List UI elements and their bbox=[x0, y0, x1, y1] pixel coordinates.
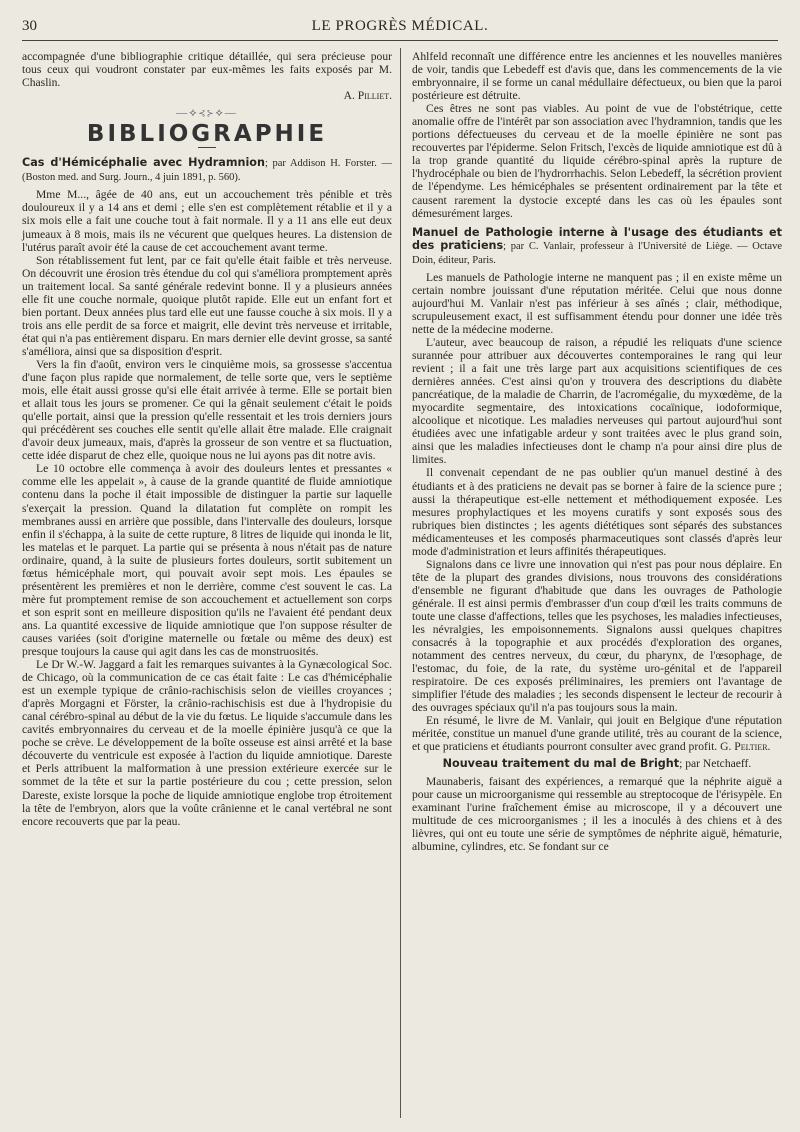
entry-title: Manuel de Pathologie interne à l'usage des étudiants et des praticiens bbox=[412, 225, 782, 252]
article-paragraph: Mme M..., âgée de 40 ans, eut un accouchement très pénible et très douloureux il y a 14 ans et demi ; elle s'en est complètement rétablie et il y a six mois elle a fait une couche tout à fait normale. Il y a 11 ans elle eut deux jumeaux à 8 mois, mais ils ne vécurent que quelques heures. La distension de l'utérus paraît avoir été la cause de cet accouchement avant terme. bbox=[22, 188, 392, 254]
article-paragraph: Le 10 octobre elle commença à avoir des douleurs lentes et pressantes « comme elle les appelait », à cause de la grande quantité de fluide amniotique contenu dans la poche il était impossible de distinguer la partie sur laquelle s'exerçait la pression. Quand la dilatation fut complète on rompit les membranes aussi en arrière que possible, dans l'intervalle des douleurs, lorsque enfin il s'échappa, à la suite de cette rupture, 8 litres de liquide qui inonda le lit, les matelas et le parquet. La partie qui se présenta à nous n'était pas de nature ordinaire, quand, à la suite de plusieurs fortes douleurs, sortit subitement un fœtus hémicéphale mort, qui pouvait avoir sept mois. Les épaules se présentèrent les premières et non le derrière, comme c'est souvent le cas. La mère fut promptement remise de son accouchement et actuellement son corps et son esprit sont en meilleure disposition qu'ils ne l'avaient été pendant deux ans. La quantité excessive de liquide amniotique que l'on suppose résulter de causes variées (soit d'origine maternelle ou fœtale ou même des deux) est presque toujours la cause qui agit dans les cas de monstruosités. bbox=[22, 462, 392, 659]
column-divider bbox=[400, 48, 401, 1118]
article-paragraph: L'auteur, avec beaucoup de raison, a répudié les reliquats d'une science surannée pour attribuer aux découvertes contemporaines le rang qui leur revient ; il a fait une très large part aux acquisitions scientifiques de ces dernières années. C'est ainsi qu'on y trouvera des descriptions du diabète pancréatique, de la maladie de Charrin, de l'acromégalie, du myxœdème, de la myocardite segmentaire, des intoxications cocaïnique, iodoformique, alcoolique et nicotique. Les maladies nerveuses qui partout aujourd'hui sont étudiées avec une infatigable ardeur y sont traitées avec le plus grand soin, ainsi que les maladies infectieuses dont le champ n'a pour ainsi dire plus de limites. bbox=[412, 335, 782, 467]
entry-title: Cas d'Hémicéphalie avec Hydramnion bbox=[22, 156, 265, 170]
right-column bbox=[412, 50, 782, 853]
left-column bbox=[22, 50, 392, 828]
running-title: LE PROGRÈS MÉDICAL. bbox=[311, 18, 489, 34]
article-paragraph: Les manuels de Pathologie interne ne manquent pas ; il en existe même un certain nombre jouissant d'une réputation méritée. Celui que nous donne aujourd'hui M. Vanlair n'est pas inférieur à ses aînés ; clair, méthodique, scrupuleusement exact, il est suffisamment étendu pour donner une idée très nette de la médecine moderne. bbox=[412, 270, 782, 336]
entry-heading bbox=[412, 226, 782, 267]
entry-heading bbox=[412, 757, 782, 770]
section-title: BIBLIOGRAPHIE bbox=[86, 121, 328, 148]
page-header bbox=[22, 16, 778, 41]
title-rule bbox=[198, 147, 216, 148]
article-paragraph: Ahlfeld reconnaît une différence entre les anciennes et les nouvelles manières de voir, tandis que Lebedeff est d'avis que, dans les commencements de la vie embryonnaire, il se forme un canal médullaire défectueux, ou bien que la paroi postérieure est détruite. bbox=[412, 50, 782, 103]
article-paragraph: Maunaberis, faisant des expériences, a remarqué que la néphrite aiguë a pour cause un microorganisme qui ressemble au streptocoque de l'érisypèle. En examinant l'urine fraîchement émise au microscope, il y a découvert une multitude de ces microorganismes ; il les a inoculés à des chiens et à des lièvres, qui ont eu toute une série de symptômes de néphrite aiguë, hématurie, albumine, cylindres, etc. Se fondant sur ce bbox=[412, 774, 782, 853]
article-paragraph: En résumé, le livre de M. Vanlair, qui jouit en Belgique d'une réputation méritée, constitue un manuel d'une grande utilité, très au courant de la science, et que praticiens et étudiants pourront consulter avec grand profit. G. Peltier. bbox=[412, 714, 782, 754]
signature: A. Pilliet. bbox=[343, 89, 392, 103]
signature: G. Peltier. bbox=[720, 740, 771, 754]
intro-paragraph: accompagnée d'une bibliographie critique détaillée, qui sera précieuse pour tous ceux qui voudront constater par eux-mêmes les faits exposés par M. Chaslin. bbox=[22, 50, 392, 90]
article-paragraph: Ces êtres ne sont pas viables. Au point de vue de l'obstétrique, cette anomalie offre de l'intérêt par son association avec l'hydramnion, tandis que les portions défectueuses du cerveau et de la moelle épinière ne sont pas recouvertes par l'épiderme. Selon Fritsch, l'excès de liquide amniotique est dû à la trop grande quantité du liquide cérébro-spinal après la rupture de l'hydrocéphale ou bien de l'hydrorrhachis. Selon Lebedeff, la sécrétion provient de l'épendyme. Les hémicéphales se présentent ordinairement par la tête et causent rarement la dystocie excepté dans les cas où les épaules sont démesurément larges. bbox=[412, 102, 782, 220]
ornament-divider: —⟡⊰⊱⟡— bbox=[176, 107, 238, 120]
entry-title: Nouveau traitement du mal de Bright bbox=[442, 757, 680, 771]
article-paragraph: Il convenait cependant de ne pas oublier qu'un manuel destiné à des étudiants et à des praticiens ne devait pas se borner à faire de la science pure ; aussi la thérapeutique est-elle nettement et méthodiquement exposée. Les mesures prophylactiques et les moyens curatifs y sont exposés sous des rubriques bien distinctes ; les agents diététiques sont séparés des substances médicamenteuses et les composés pharmaceutiques sont classés d'après leur mode d'administration et leurs affinités thérapeutiques. bbox=[412, 466, 782, 558]
entry-meta: ; par Netchaeff. bbox=[679, 757, 752, 771]
entry-meta: ; par Addison H. Forster. — (Boston med. and Surg. Journ., 4 juin 1891, p. 560). bbox=[22, 158, 392, 184]
article-paragraph: Signalons dans ce livre une innovation qui n'est pas pour nous déplaire. En tête de la plupart des grandes divisions, nous trouvons des considérations d'ensemble ne figurant d'habitude que dans les ouvrages de Pathologie générale. Il est ainsi permis d'embrasser d'un coup d'œil les traits communs de toute une classe d'affections, telles que les psychoses, les maladies infectieuses, les névralgies, les empoisonnements. Signalons aussi quelques chapitres consacrés à la topographie et aux procédés d'exploration des organes, notamment des centres nerveux, du cœur, du pharynx, de l'œsophage, de l'estomac, du foie, de la rate, du système uro-génital et de l'appareil respiratoire. De ces exposés préliminaires, les premiers ont l'avantage de simplifier l'étude des maladies ; les seconds dispensent le lecteur de recourir à des ouvrages spéciaux qu'il n'a pas toujours sous la main. bbox=[412, 557, 782, 715]
article-paragraph: Le Dr W.-W. Jaggard a fait les remarques suivantes à la Gynæcological Soc. de Chicago, où la communication de ce cas était faite : Le cas d'hémicéphalie est un exemple typique de crânio-rachischisis selon de vieilles croyances ; d'après Morgagni et Förster, la crânio-rachischisis est due à l'hydropisie du canal cérébro-spinal au début de la vie du fœtus. Le liquide s'accumule dans les cavités embryonnaires du cerveau et de la moelle épinière jusqu'à ce que la poche se crève. Le développement de la boîte osseuse est ainsi arrêté et la base découverte du ventricule est exposée à l'action du liquide amniotique. Dareste et Perls attribuent la malformation à une pression extérieure exercée sur le sommet de la tête et sur la partie postérieure du cou ; cette pression, selon Dareste, existe lorsque la poche de liquide amniotique englobe trop étroitement la tête de l'embryon, alors que la voûte crânienne et le canal vertébral ne sont encore recouverts que par la peau. bbox=[22, 658, 392, 828]
entry-meta: ; par C. Vanlair, professeur à l'Université de Liège. — Octave Doin, éditeur, Paris. bbox=[412, 240, 782, 266]
article-paragraph: Son rétablissement fut lent, par ce fait qu'elle était faible et très nerveuse. On découvrit une érosion très étendue du col qui s'améliora promptement après un traitement local. Sa santé générale redevint bonne. Il y a plusieurs années elle fit une couche normale, quoique plutôt rapide. Elle eut un enfant fort et bien portant. Deux années plus tard elle eut une fausse couche à six mois. Il y a trois ans elle perdit de sa force et maigrit, elle devint très nerveuse et irritable, état qui n'a pas entièrement disparu. En mars dernier elle devint grosse, sa santé s'améliora, ainsi que sa disposition d'esprit. bbox=[22, 253, 392, 358]
article-paragraph: Vers la fin d'août, environ vers le cinquième mois, sa grossesse s'accentua d'une façon plus rapide que normalement, de telle sorte que, vers le septième mois, elle était aussi grosse qu'si elle était arrivée à terme. Elle se portait bien et allait tous les jours se promener. Ce qui la gênait seulement c'était le poids qu'elle portait, ainsi que la pression qu'elle ressentait et les trois derniers jours qui précédèrent ses couches elle sentit qu'elle allait être malade. Elle craignait d'avoir deux jumeaux, mais, d'après la grosseur de son ventre et sa fluctuation, cette idée disparut de chez elle, quoique nous ne lui ayons pas dit notre avis. bbox=[22, 357, 392, 463]
entry-heading bbox=[22, 156, 392, 184]
page-number: 30 bbox=[22, 18, 37, 34]
